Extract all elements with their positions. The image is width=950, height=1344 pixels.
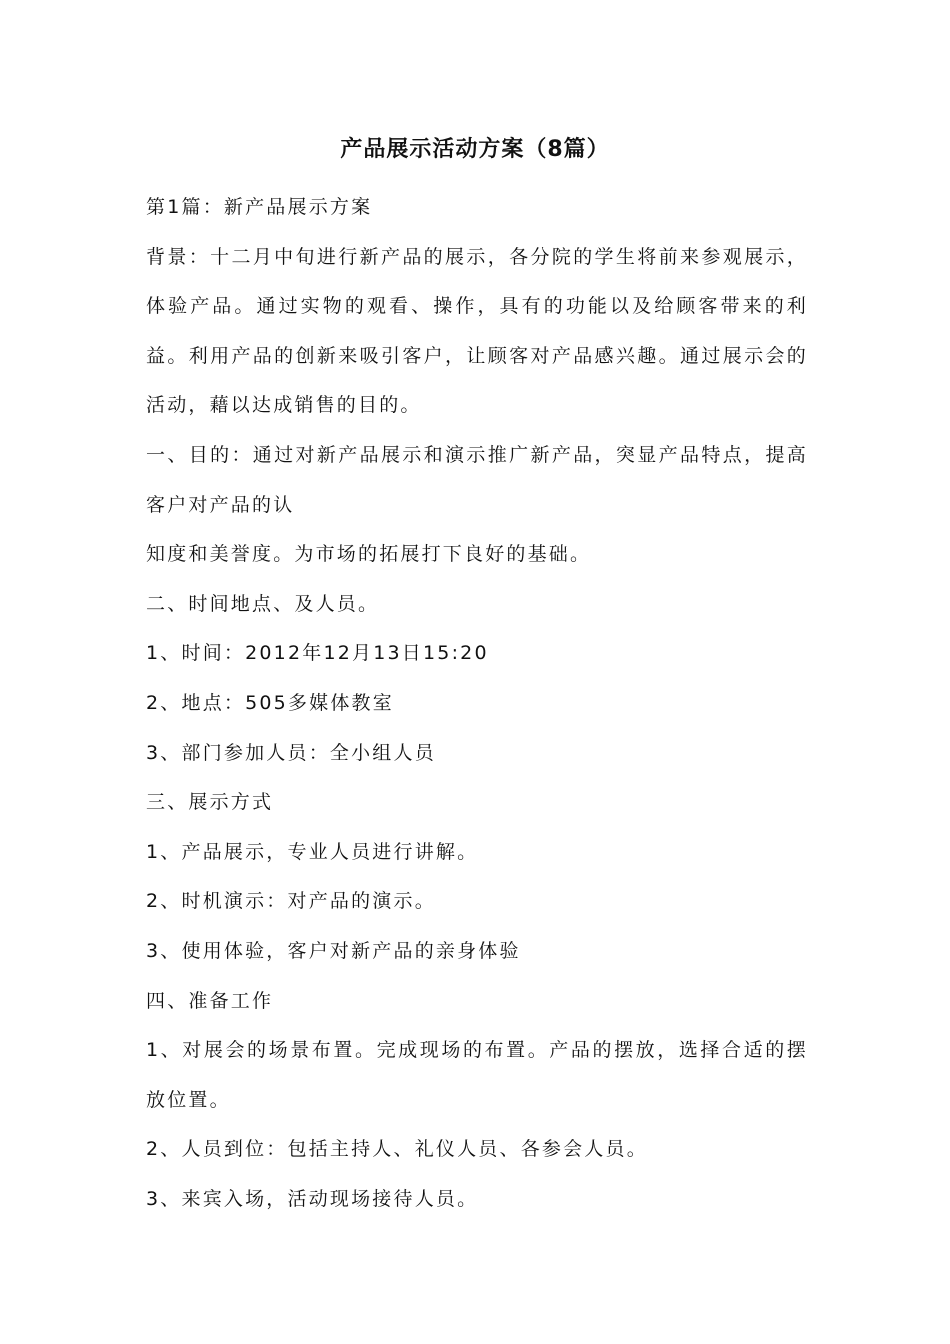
preparation-item: 1、对展会的场景布置。完成现场的布置。产品的摆放，选择合适的摆放位置。 [146, 1039, 808, 1111]
document-body [146, 183, 808, 1224]
display-method-item: 3、使用体验，客户对新产品的亲身体验 [146, 939, 521, 962]
display-method-heading: 三、展示方式 [146, 791, 274, 814]
document-title: 产品展示活动方案（8篇） [340, 137, 610, 162]
purpose-paragraph: 一、目的：通过对新产品展示和演示推广新产品，突显产品特点，提高客户对产品的认 [146, 443, 808, 516]
preparation-item: 2、人员到位：包括主持人、礼仪人员、各参会人员。 [146, 1138, 648, 1161]
time-place-heading: 二、时间地点、及人员。 [146, 592, 380, 615]
display-method-item: 1、产品展示，专业人员进行讲解。 [146, 840, 479, 863]
place-item: 2、地点：505多媒体教室 [146, 691, 394, 714]
section-heading: 第1篇：新产品展示方案 [146, 196, 373, 218]
purpose-continued-paragraph: 知度和美誉度。为市场的拓展打下良好的基础。 [146, 543, 592, 566]
display-method-item: 2、时机演示：对产品的演示。 [146, 890, 436, 913]
preparation-heading: 四、准备工作 [146, 989, 274, 1012]
preparation-item: 3、来宾入场，活动现场接待人员。 [146, 1187, 479, 1210]
personnel-item: 3、部门参加人员：全小组人员 [146, 741, 436, 764]
time-item: 1、时间：2012年12月13日15:20 [146, 642, 489, 665]
background-paragraph: 背景：十二月中旬进行新产品的展示，各分院的学生将前来参观展示，体验产品。通过实物的观看、操作，具有的功能以及给顾客带来的利益。利用产品的创新来吸引客户，让顾客对产品感兴趣。通过展示会的活动，藉以达成销售的目的。 [146, 245, 808, 417]
